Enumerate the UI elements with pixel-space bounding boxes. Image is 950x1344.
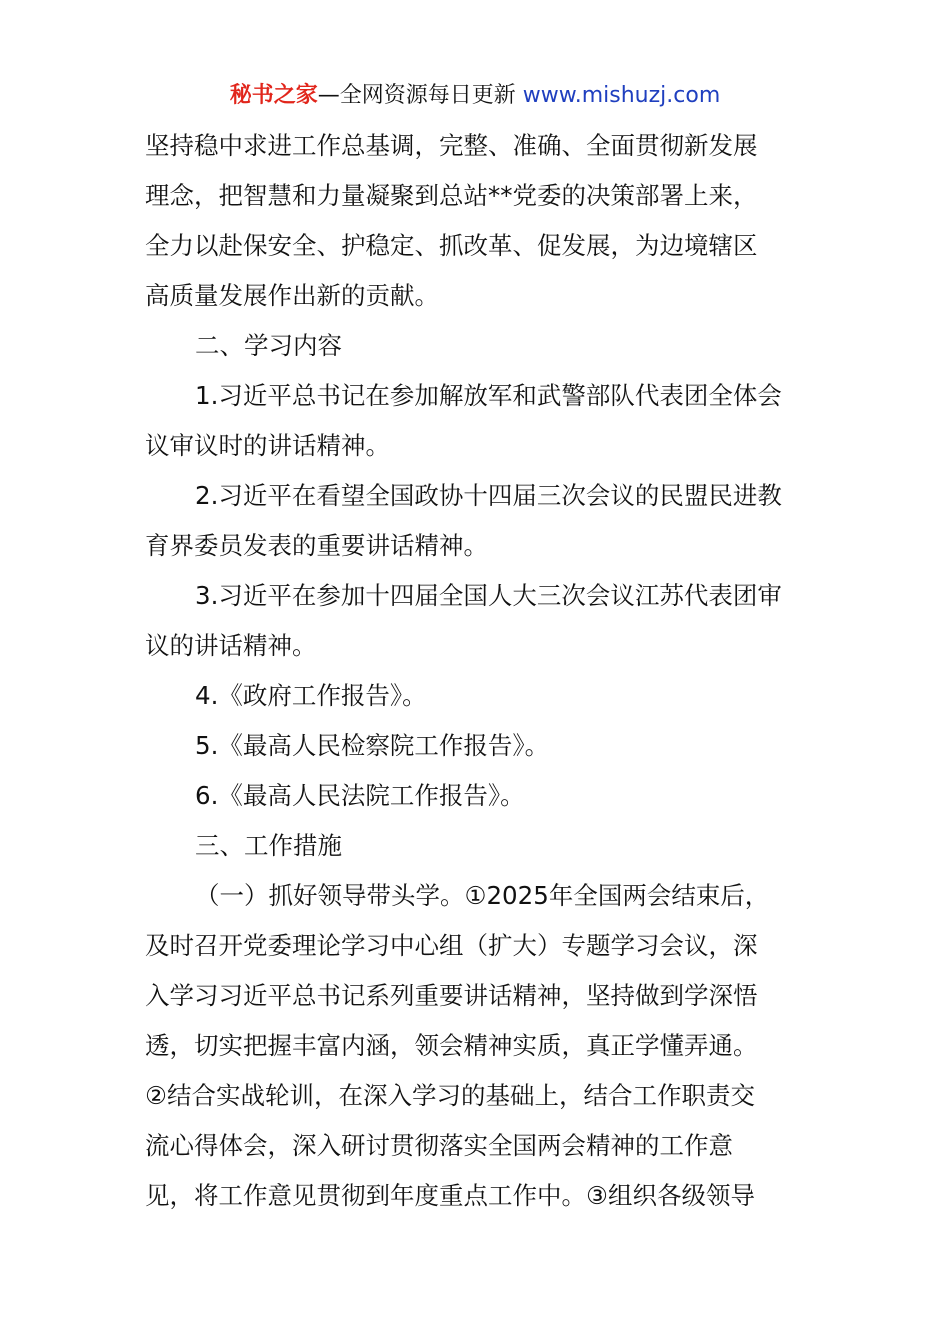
page-header — [0, 80, 950, 112]
paragraph-line: 高质量发展作出新的贡献。 — [145, 281, 439, 310]
section-heading: 三、工作措施 — [195, 831, 342, 860]
section-heading: 二、学习内容 — [195, 331, 342, 360]
list-item-continuation: 育界委员发表的重要讲话精神。 — [145, 531, 488, 560]
site-url-link[interactable]: www.mishuzj.com — [522, 83, 721, 108]
paragraph-line: 透，切实把握丰富内涵，领会精神实质，真正学懂弄通。 — [145, 1031, 758, 1060]
paragraph-line: 及时召开党委理论学习中心组（扩大）专题学习会议，深 — [145, 931, 758, 960]
header-tagline: —全网资源每日更新 — [317, 83, 516, 108]
list-item-continuation: 议审议时的讲话精神。 — [145, 431, 390, 460]
paragraph-line: 见，将工作意见贯彻到年度重点工作中。③组织各级领导 — [145, 1181, 755, 1210]
paragraph-line: （一）抓好领导带头学。①2025年全国两会结束后， — [195, 881, 770, 910]
list-item: 3.习近平在参加十四届全国人大三次会议江苏代表团审 — [195, 581, 782, 610]
list-item-continuation: 议的讲话精神。 — [145, 631, 317, 660]
list-item: 5.《最高人民检察院工作报告》。 — [195, 731, 550, 760]
paragraph-line: 流心得体会，深入研讨贯彻落实全国两会精神的工作意 — [145, 1131, 733, 1160]
list-item: 6.《最高人民法院工作报告》。 — [195, 781, 525, 810]
paragraph-line: 全力以赴保安全、护稳定、抓改革、促发展，为边境辖区 — [145, 231, 758, 260]
list-item: 1.习近平总书记在参加解放军和武警部队代表团全体会 — [195, 381, 782, 410]
list-item: 4.《政府工作报告》。 — [195, 681, 427, 710]
paragraph-line: 坚持稳中求进工作总基调，完整、准确、全面贯彻新发展 — [145, 131, 758, 160]
list-item: 2.习近平在看望全国政协十四届三次会议的民盟民进教 — [195, 481, 782, 510]
paragraph-line: ②结合实战轮训，在深入学习的基础上，结合工作职责交 — [145, 1081, 755, 1110]
paragraph-line: 理念，把智慧和力量凝聚到总站**党委的决策部署上来， — [145, 181, 758, 210]
brand-name: 秘书之家 — [229, 83, 318, 108]
paragraph-line: 入学习习近平总书记系列重要讲话精神，坚持做到学深悟 — [145, 981, 758, 1010]
